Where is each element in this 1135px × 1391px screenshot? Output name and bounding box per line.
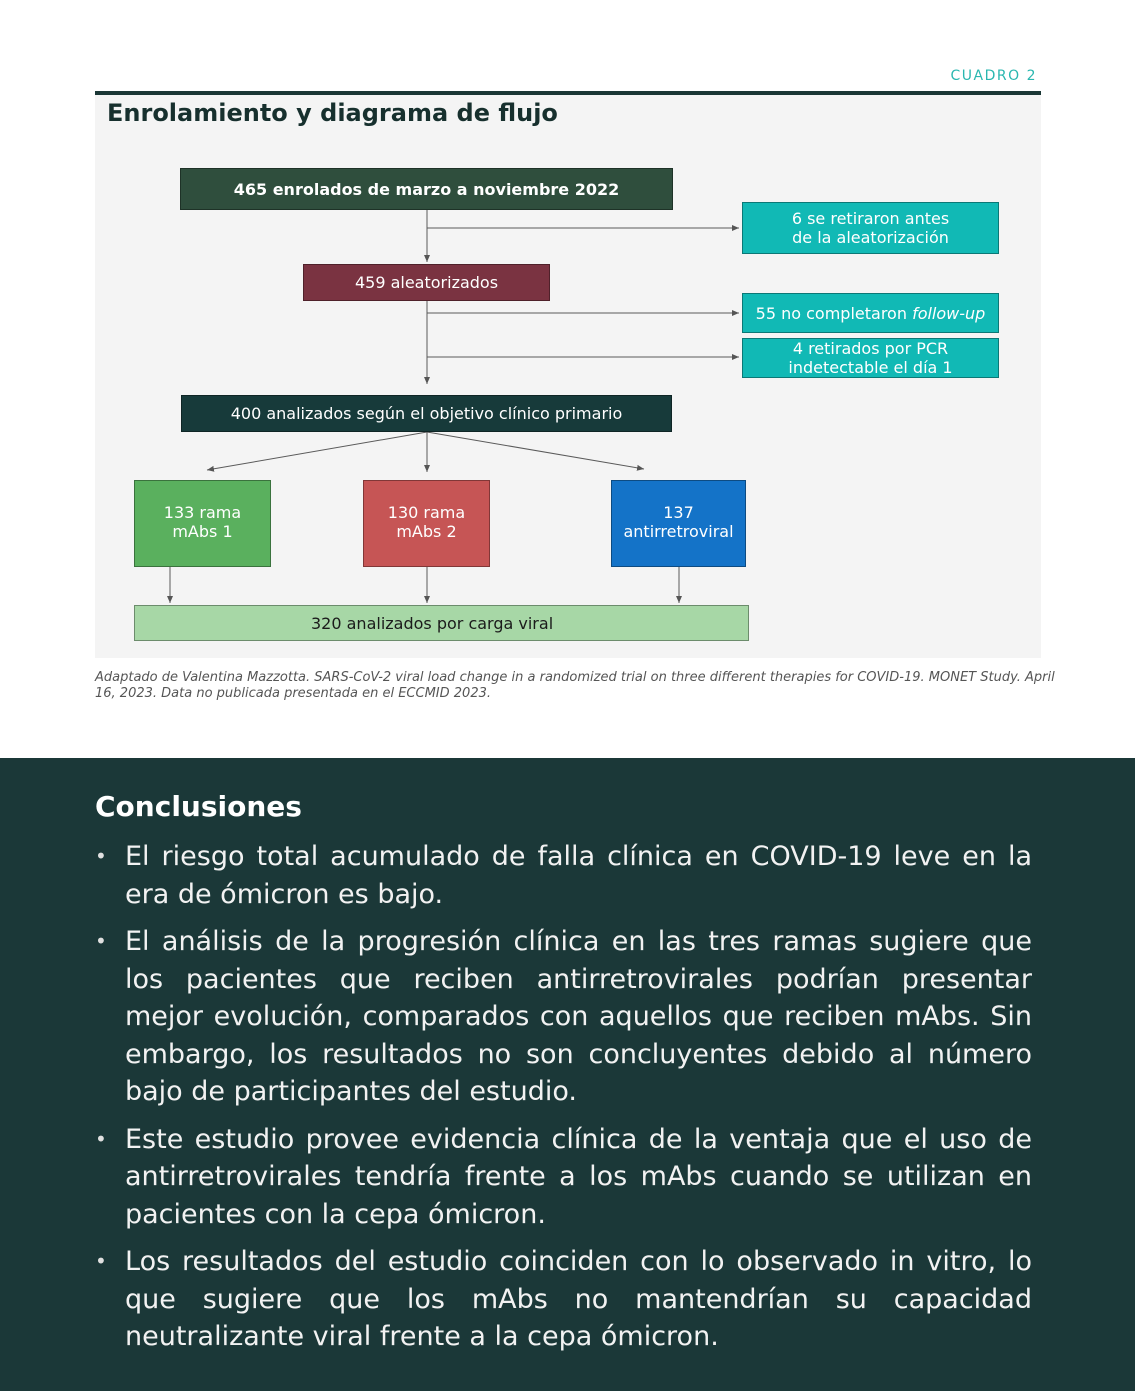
conclusions-list <box>95 838 1032 1366</box>
pcr-withdrawn-label: 4 retirados por PCR indetectable el día 1 <box>788 339 953 377</box>
arm3-box <box>611 480 746 567</box>
no-followup-label: 55 no completaron <box>755 303 913 323</box>
connector-arm3 <box>427 432 644 469</box>
analyzed-label: 400 analizados según el objetivo clínico primario <box>230 404 623 423</box>
arm2-label: 130 rama mAbs 2 <box>387 503 466 541</box>
arm3-label: 137 antirretroviral <box>623 503 734 541</box>
figure-label: CUADRO 2 <box>950 68 1037 84</box>
pcr-withdrawn-box <box>742 338 999 378</box>
bullet-icon: • <box>95 1249 107 1273</box>
conclusion-text: El riesgo total acumulado de falla clínica en COVID-19 leve en la era de ómicron es bajo. <box>125 841 1032 910</box>
bullet-icon: • <box>95 1126 107 1151</box>
list-item <box>95 923 1032 1111</box>
no-followup-box <box>742 293 999 333</box>
connector-arm1 <box>207 432 427 470</box>
withdrew-box <box>742 202 999 254</box>
viral-load-label: 320 analizados por carga viral <box>311 613 554 633</box>
conclusion-text: Este estudio provee evidencia clínica de la ventaja que el uso de antirretrovirales tendría frente a los mAbs cuando se utilizan en pacientes con la cepa ómicron. <box>125 1123 1032 1230</box>
arm1-label: 133 rama mAbs 1 <box>163 503 242 541</box>
list-item <box>95 1243 1032 1356</box>
bullet-icon: • <box>95 929 107 953</box>
enrolled-label: 465 enrolados de marzo a noviembre 2022 <box>233 179 620 199</box>
no-followup-italic: follow-up <box>912 303 986 323</box>
analyzed-box <box>181 395 672 432</box>
source-note: Adaptado de Valentina Mazzotta. SARS-CoV-2 viral load change in a randomized trial on three different therapies for COVID-19. MONET Study. April 16, 2023. Data no publicada presentada en el ECCMID 2023. <box>95 670 1055 701</box>
randomized-label: 459 aleatorizados <box>354 273 499 292</box>
conclusions-title: Conclusiones <box>95 790 302 823</box>
list-item <box>95 838 1032 913</box>
withdrew-label: 6 se retiraron antes de la aleatorización <box>791 209 950 247</box>
bullet-icon: • <box>95 844 107 868</box>
conclusion-text: El análisis de la progresión clínica en las tres ramas sugiere que los pacientes que reciben antirretrovirales podrían presentar mejor evolución, comparados con aquellos que reciben mAbs. Sin embargo, los resultados no son concluyentes debido al número bajo de participantes del estudio. <box>125 926 1032 1107</box>
arm1-box <box>134 480 271 567</box>
enrolled-box <box>180 168 673 210</box>
viral-load-box <box>134 605 749 641</box>
randomized-box <box>303 264 550 301</box>
diagram-title: Enrolamiento y diagrama de flujo <box>107 99 558 127</box>
list-item <box>95 1121 1032 1234</box>
conclusion-text: Los resultados del estudio coinciden con lo observado in vitro, lo que sugiere que los mAbs no mantendrían su capacidad neutralizante viral frente a la cepa ómicron. <box>125 1246 1032 1352</box>
arm2-box <box>363 480 490 567</box>
